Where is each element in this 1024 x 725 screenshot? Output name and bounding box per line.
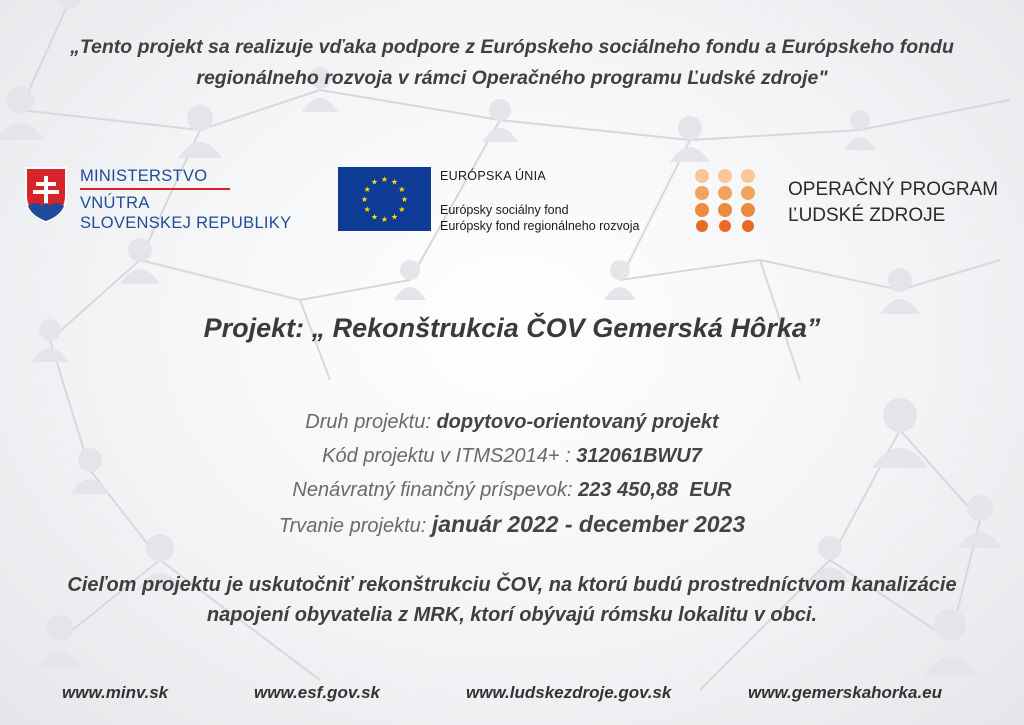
detail-duration-value: január 2022 - december 2023 [431,511,746,537]
project-title: Projekt: „ Rekonštrukcia ČOV Gemerská Hôrka” [203,313,821,343]
footer-link-minv[interactable]: www.minv.sk [62,683,169,702]
op-line2: ĽUDSKÉ ZDROJE [788,205,946,226]
svg-text:★: ★ [360,195,369,204]
intro-statement: „Tento projekt sa realizuje vďaka podpore z Európskeho sociálneho fondu a Európskeho fondu regionálneho rozvoja v rámci Operačného programu Ľudské zdroje" [70,36,954,89]
eu-title: EURÓPSKA ÚNIA [440,169,547,183]
footer-link-esf[interactable]: www.esf.gov.sk [254,683,380,702]
project-aim: Cieľom projektu je uskutočniť rekonštrukciu ČOV, na ktorú budú prostredníctvom kanalizácie napojení obyvatelia z MRK, ktorí obývajú rómsku lokalitu v obci. [67,574,957,626]
project-details [0,405,1024,543]
svg-text:★: ★ [363,185,371,194]
operational-program-logo [692,167,1012,233]
svg-text:★: ★ [370,177,379,187]
slovak-coat-of-arms-icon [24,166,68,224]
svg-text:★: ★ [380,175,389,184]
detail-code [0,439,1024,473]
detail-grant-label: Nenávratný finančný príspevok: [292,479,573,501]
detail-code-value: 312061BWU7 [576,445,702,467]
footer-link-gemerskahorka[interactable]: www.gemerskahorka.eu [748,683,943,702]
ministry-logo [24,166,304,236]
detail-code-label: Kód projektu v ITMS2014+ : [322,445,571,467]
svg-text:★: ★ [400,195,409,204]
op-dots-icon [692,167,762,233]
svg-text:★: ★ [380,215,389,224]
detail-duration [0,507,1024,543]
eu-flag-icon [338,167,431,231]
detail-type-label: Druh projektu: [305,411,431,433]
op-line1: OPERAČNÝ PROGRAM [788,179,999,200]
detail-type-value: dopytovo-orientovaný projekt [436,411,719,433]
ministry-line3: SLOVENSKEJ REPUBLIKY [80,214,292,232]
svg-text:★: ★ [370,212,379,222]
detail-grant [0,473,1024,507]
detail-duration-label: Trvanie projektu: [278,515,427,537]
detail-type [0,405,1024,439]
ministry-line2: VNÚTRA [80,194,150,212]
svg-text:★: ★ [363,205,371,214]
svg-text:★: ★ [390,177,399,187]
svg-text:★: ★ [398,205,406,214]
svg-text:★: ★ [398,185,406,194]
svg-text:★: ★ [390,212,399,222]
detail-grant-value: 223 450,88 EUR [578,479,732,501]
footer-link-ludskezdroje[interactable]: www.ludskezdroje.gov.sk [466,683,672,702]
ministry-line1: MINISTERSTVO [80,166,230,190]
eu-fund-line2: Európsky fond regionálneho rozvoja [440,219,640,233]
eu-logo [338,167,668,233]
eu-fund-line1: Európsky sociálny fond [440,203,569,217]
